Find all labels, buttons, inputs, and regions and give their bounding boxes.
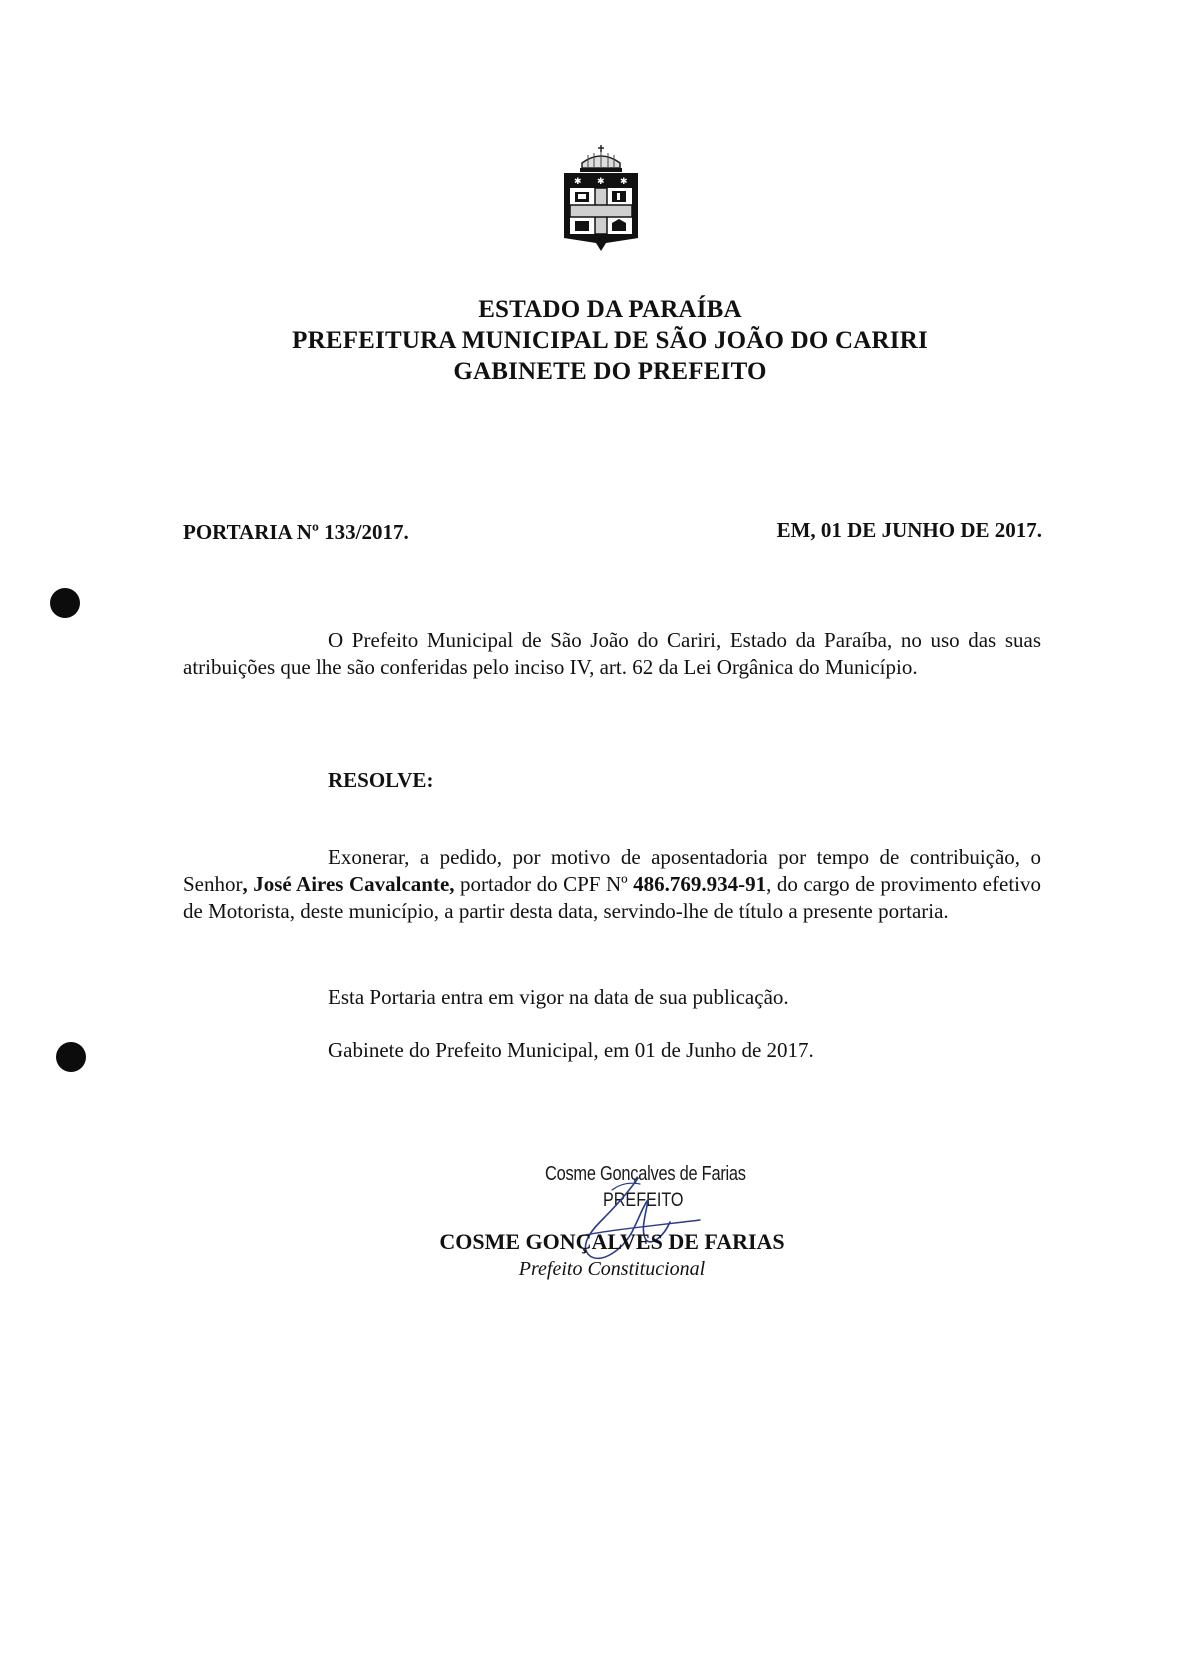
intro-text: O Prefeito Municipal de São João do Cariri, Estado da Paraíba, no uso das suas atribuições que lhe são conferidas pelo inciso IV, art. 62 da Lei Orgânica do Município. (183, 628, 1041, 679)
stamp-name: Cosme Gonçalves de Farias (545, 1163, 746, 1185)
punch-hole (56, 1042, 86, 1072)
punch-hole (50, 588, 80, 618)
resolve-heading: RESOLVE: (328, 768, 434, 792)
svg-text:✱: ✱ (597, 177, 605, 187)
coat-of-arms-icon (560, 143, 642, 255)
svg-text:✱: ✱ (574, 177, 582, 187)
letterhead (180, 294, 1040, 387)
portaria-date: EM, 01 DE JUNHO DE 2017. (776, 518, 1042, 542)
svg-text:✱: ✱ (620, 177, 628, 187)
municipality-name: PREFEITURA MUNICIPAL DE SÃO JOÃO DO CARIRI (292, 327, 928, 354)
main-text-part2: portador do CPF Nº (454, 872, 634, 896)
gabinete-statement: Gabinete do Prefeito Municipal, em 01 de Junho de 2017. (328, 1038, 814, 1062)
intro-paragraph (183, 627, 1041, 681)
cpf-number: 486.769.934-91 (633, 872, 767, 896)
state-name: ESTADO DA PARAÍBA (478, 296, 742, 323)
main-paragraph (183, 844, 1041, 925)
stamp-role: PREFEITO (603, 1190, 684, 1211)
main-text-part1: Exonerar, a pedido, por motivo de aposentadoria por tempo de contribuição, o Senhor (183, 845, 1041, 896)
portaria-number: PORTARIA Nº 133/2017. (183, 520, 409, 544)
signer-name: COSME GONÇALVES DE FARIAS (439, 1229, 785, 1254)
employee-name: , José Aires Cavalcante, (242, 872, 455, 896)
office-name: GABINETE DO PREFEITO (453, 358, 767, 385)
vigor-statement: Esta Portaria entra em vigor na data de sua publicação. (328, 985, 789, 1009)
signer-title: Prefeito Constitucional (518, 1258, 706, 1280)
main-text-part3: , do cargo de provimento efetivo de Motorista, deste município, a partir desta data, servindo-lhe de título a presente portaria. (183, 872, 1041, 923)
